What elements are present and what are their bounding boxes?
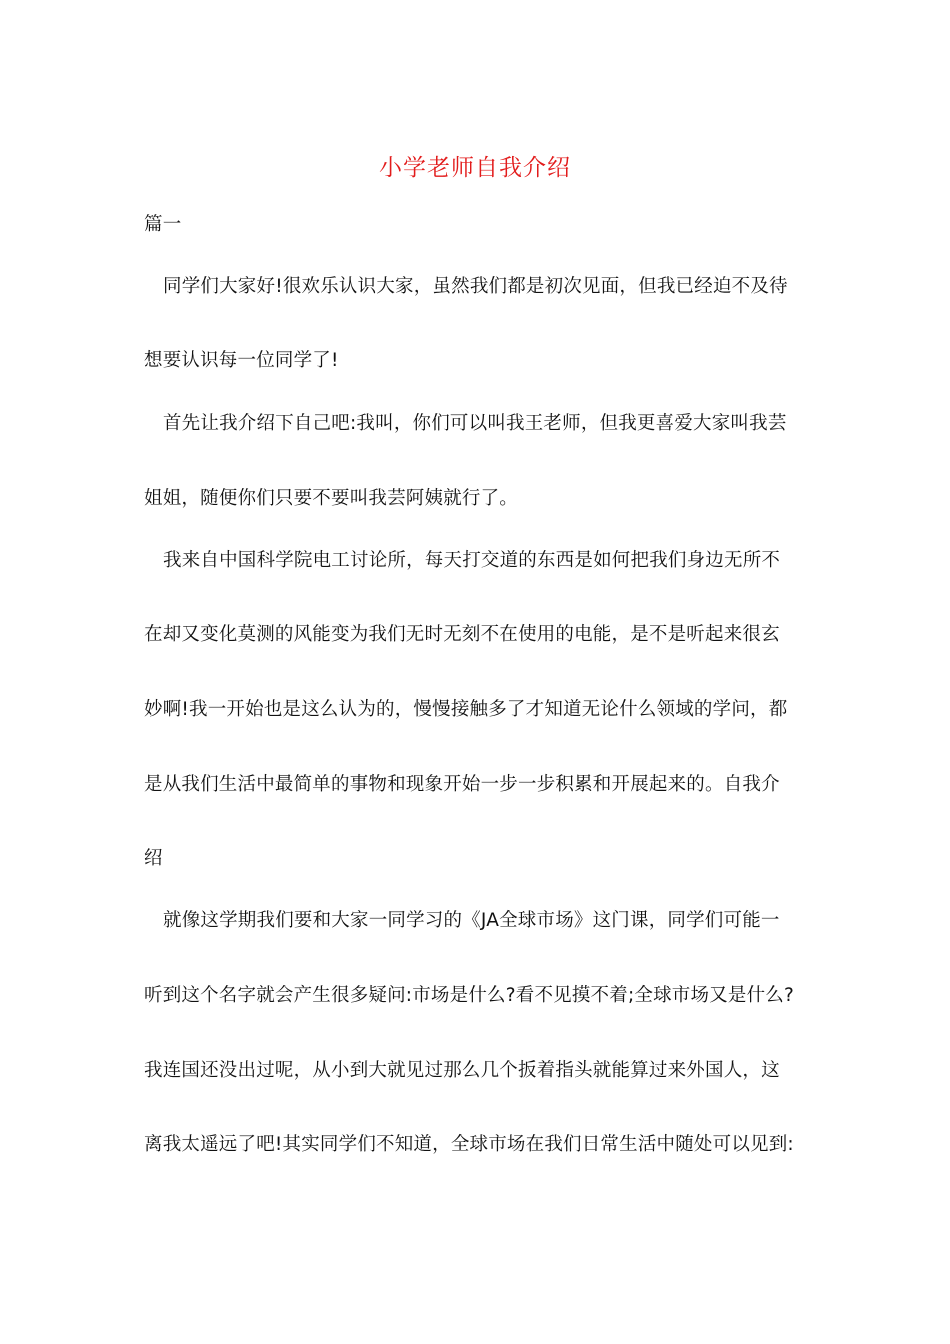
paragraph-line: 在却又变化莫测的风能变为我们无时无刻不在使用的电能，是不是听起来很玄 [144, 624, 780, 645]
paragraph-line: 姐姐，随便你们只要不要叫我芸阿姨就行了。 [144, 488, 519, 509]
paragraph-line: 听到这个名字就会产生很多疑问:市场是什么?看不见摸不着;全球市场又是什么? [144, 985, 795, 1006]
paragraph-line: 离我太遥远了吧!其实同学们不知道，全球市场在我们日常生活中随处可以见到: [144, 1134, 794, 1155]
paragraph-line: 妙啊!我一开始也是这么认为的，慢慢接触多了才知道无论什么领域的学问，都 [144, 699, 788, 720]
section-label: 篇一 [144, 214, 182, 235]
paragraph-line: 我连国还没出过呢，从小到大就见过那么几个扳着指头就能算过来外国人，这 [144, 1060, 780, 1081]
paragraph-line: 绍 [144, 848, 163, 869]
paragraph-line: 想要认识每一位同学了! [144, 350, 339, 371]
paragraph-line: 同学们大家好!很欢乐认识大家，虽然我们都是初次见面，但我已经迫不及待 [163, 276, 788, 297]
page-title: 小学老师自我介绍 [379, 155, 571, 181]
paragraph-line: 是从我们生活中最简单的事物和现象开始一步一步积累和开展起来的。自我介 [144, 774, 780, 795]
paragraph-line: 首先让我介绍下自己吧:我叫，你们可以叫我王老师，但我更喜爱大家叫我芸 [163, 413, 787, 434]
paragraph-line: 我来自中国科学院电工讨论所，每天打交道的东西是如何把我们身边无所不 [163, 550, 781, 571]
paragraph-line: 就像这学期我们要和大家一同学习的《JA全球市场》这门课，同学们可能一 [163, 910, 780, 931]
